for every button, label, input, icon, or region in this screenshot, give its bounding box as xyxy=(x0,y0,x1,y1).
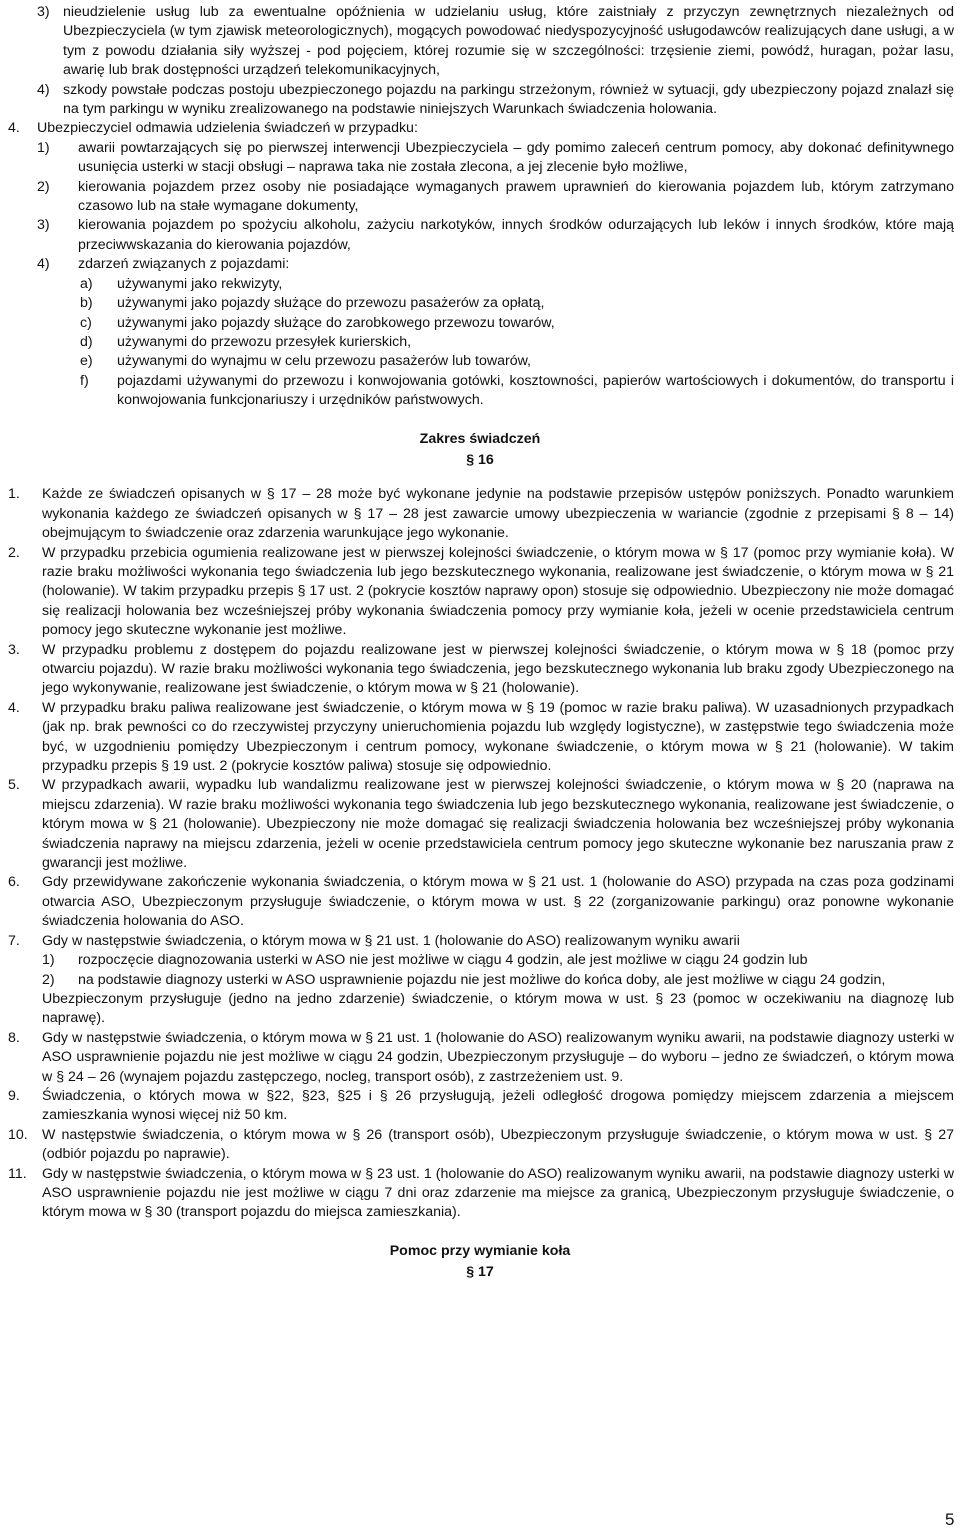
paragraph-label: 1. xyxy=(8,486,20,503)
paragraph xyxy=(0,1087,954,1126)
section-number: § 17 xyxy=(466,1264,494,1281)
list-item xyxy=(0,951,954,970)
list-item xyxy=(0,139,954,178)
paragraph-text: W przypadku przebicia ogumienia realizowane jest w pierwszej kolejności świadczenie, o którym mowa w § 17 (pomoc przy wymianie koła). W razie braku możliwości wykonania tego świadczenia lub jego bezskutecznego wykonania, realizowane jest świadczenie, o którym mowa w § 21 (holowanie). W takim przypadku przepis § 17 ust. 2 (pokrycie kosztów naprawy opon) stosuje się odpowiednio. Ubezpieczony nie może domagać się realizacji holowania bez wcześniejszej próby wykonania świadczenia pomocy przy wymianie koła, jeżeli w ocenie przedstawiciela centrum pomocy jego skuteczne wykonanie jest możliwe. xyxy=(42,544,954,639)
paragraph-label: 3. xyxy=(8,641,20,658)
subitem-label: f) xyxy=(80,372,89,389)
paragraph-text: Gdy w następstwie świadczenia, o którym mowa w § 23 ust. 1 (holowanie do ASO) realizowanym wyniku awarii, na podstawie diagnozy usterki w ASO usprawnienie pojazdu nie jest możliwe w ciągu 7 dni oraz zdarzenie ma miejsce za granicą, Ubezpieczonym przysługuje świadczenie, o którym mowa w § 30 (transport pojazdu do miejsca zamieszkania). xyxy=(42,1165,954,1221)
paragraph-label: 9. xyxy=(8,1087,20,1104)
paragraph xyxy=(0,873,954,931)
item-label: 3) xyxy=(37,217,50,234)
subitem-label: e) xyxy=(80,353,93,370)
paragraph-text: Ubezpieczonym przysługuje (jedno na jedno zdarzenie) świadczenie, o którym mowa w ust. § 23 (pomoc w oczekiwaniu na diagnozę lub naprawę). xyxy=(42,990,954,1027)
paragraph xyxy=(0,1165,954,1223)
subitem-text: używanymi do wynajmu w celu przewozu pasażerów lub towarów, xyxy=(117,353,531,370)
paragraph-text: W przypadkach awarii, wypadku lub wandalizmu realizowane jest w pierwszej kolejności świadczenie, o którym mowa w § 20 (naprawa na miejscu zdarzenia). W razie braku możliwości wykonania tego świadczenia lub jego bezskutecznego wykonania, realizowane jest świadczenie, o którym mowa w § 21 (holowanie). Ubezpieczony nie może domagać się realizacji świadczenia holowania bez wcześniejszej próby wykonania świadczenia naprawy na miejscu zdarzenia, jeżeli w ocenie przedstawiciela centrum pomocy jego skuteczne wykonanie bez naruszania praw z gwarancji jest możliwe. xyxy=(42,777,954,872)
paragraph xyxy=(0,776,954,873)
paragraph-text: Świadczenia, o których mowa w §22, §23, §25 i § 26 przysługują, jeżeli odległość drogowa pomiędzy miejscem zdarzenia a miejscem zamieszkania wynosi więcej niż 50 km. xyxy=(42,1087,954,1124)
subitem-label: b) xyxy=(80,295,93,312)
sub-list-item xyxy=(0,294,954,313)
list-item xyxy=(0,216,954,255)
paragraph-text: Gdy w następstwie świadczenia, o którym mowa w § 21 ust. 1 (holowanie do ASO) realizowanym wyniku awarii, na podstawie diagnozy usterki w ASO usprawnienie pojazdu nie jest możliwe w ciągu 24 godzin, Ubezpieczonym przysługuje – do wyboru – jedno ze świadczeń, o którym mowa w § 24 – 26 (wynajem pojazdu zastępczego, nocleg, transport osób), z zastrzeżeniem ust. 9. xyxy=(42,1029,954,1085)
paragraph-continuation xyxy=(0,990,954,1029)
item-text: kierowania pojazdem po spożyciu alkoholu, zażyciu narkotyków, innych środków odurzających lub leków i innych środków, które mają przeciwwskazania do kierowania pojazdów, xyxy=(78,217,954,253)
paragraph-text: W następstwie świadczenia, o którym mowa w § 26 (transport osób), Ubezpieczonym przysługuje świadczenie, o którym mowa w ust. § 27 (odbiór pojazdu po naprawie). xyxy=(42,1126,954,1163)
paragraph xyxy=(0,485,954,543)
item-text: awarii powtarzających się po pierwszej interwencji Ubezpieczyciela – gdy pomimo zaleceń centrum pomocy, aby dokonać definitywnego usunięcia usterki w stacji obsługi – naprawa taka nie została zlecona, a jej zlecenie było możliwe, xyxy=(78,139,954,176)
paragraph-text: Gdy w następstwie świadczenia, o którym mowa w § 21 ust. 1 (holowanie do ASO) realizowanym wyniku awarii xyxy=(42,932,740,949)
item-text: kierowania pojazdem przez osoby nie posiadające wymaganych prawem uprawnień do kierowania pojazdem lub, którym zatrzymano czasowo lub na stałe wymagane dokumenty, xyxy=(78,178,954,215)
paragraph-text: Gdy przewidywane zakończenie wykonania świadczenia, o którym mowa w § 21 ust. 1 (holowanie do ASO) przypada na czas poza godzinami otwarcia ASO, Ubezpieczonym przysługuje świadczenie, o którym mowa w ust. § 22 (zorganizowanie parkingu) oraz ponowne wykonanie świadczenia holowania do ASO. xyxy=(42,874,954,930)
item-label: 2) xyxy=(42,971,55,988)
list-item xyxy=(0,178,954,217)
item-text: nieudzielenie usług lub za ewentualne opóźnienia w udzielaniu usług, które zaistniały z przyczyn zewnętrznych niezależnych od Ubezpieczyciela (w tym zjawisk meteorologicznych), mogących powodować niedyspozycyjność usługodawców realizujących dane usługi, a w tym z powodu działania siły wyższej - pod pojęciem, której rozumie się w szczególności: trzęsienie ziemi, powódź, huragan, pożar lasu, awarię lub brak dostępności urządzeń telekomunikacyjnych, xyxy=(63,4,954,79)
paragraph xyxy=(0,932,954,951)
item-label: 2) xyxy=(37,178,50,195)
paragraph xyxy=(0,1126,954,1165)
item-text: rozpoczęcie diagnozowania usterki w ASO nie jest możliwe w ciągu 4 godzin, ale jest możliwe w ciągu 24 godzin lub xyxy=(78,952,808,969)
paragraph-label: 5. xyxy=(8,777,20,794)
section-number: § 16 xyxy=(466,451,494,468)
item-label: 1) xyxy=(42,952,55,969)
paragraph-label: 10. xyxy=(8,1126,28,1143)
item-text: szkody powstałe podczas postoju ubezpieczonego pojazdu na parkingu strzeżonym, również w sytuacji, gdy ubezpieczony pojazd znalazł się na tym parkingu w wyniku zrealizowanego na podstawie niniejszych Warunkach świadczenia holowania. xyxy=(63,81,954,118)
section-title: Zakres świadczeń xyxy=(419,430,541,447)
paragraph-label: 4. xyxy=(8,120,20,137)
paragraph xyxy=(0,544,954,641)
item-label: 3) xyxy=(37,4,50,20)
sub-list-item xyxy=(0,275,954,294)
paragraph-label: 8. xyxy=(8,1029,20,1046)
paragraph-text: Ubezpieczyciel odmawia udzielenia świadczeń w przypadku: xyxy=(37,120,418,137)
sub-list-item xyxy=(0,372,954,411)
paragraph xyxy=(0,1029,954,1087)
list-item xyxy=(0,81,954,120)
item-label: 4) xyxy=(37,256,50,273)
page-number: 5 xyxy=(945,1510,955,1529)
item-label: 4) xyxy=(37,81,50,98)
paragraph xyxy=(0,699,954,777)
item-label: 1) xyxy=(37,139,50,156)
paragraph-text: W przypadku problemu z dostępem do pojazdu realizowane jest w pierwszej kolejności świadczenie, o którym mowa w § 18 (pomoc przy otwarciu pojazdu). W razie braku możliwości wykonania tego świadczenia, jego bezskutecznego wykonania lub braku zgody Ubezpieczonego na jego wykonywanie, realizowane jest świadczenie, o którym mowa w § 21 (holowanie). xyxy=(42,641,954,697)
subitem-label: d) xyxy=(80,333,93,350)
item-text: na podstawie diagnozy usterki w ASO usprawnienie pojazdu nie jest możliwe do końca doby, ale jest możliwe w ciągu 24 godzin, xyxy=(78,971,886,988)
sub-list-item xyxy=(0,333,954,352)
paragraph xyxy=(0,641,954,699)
paragraph-text: Każde ze świadczeń opisanych w § 17 – 28 może być wykonane jedynie na podstawie przepisów ustępów poniższych. Ponadto warunkiem wykonania każdego ze świadczeń opisanych w § 17 – 28 jest zawarcie umowy ubezpieczenia w wariancie (zgodnie z przepisami § 8 – 14) obejmującym to świadczenie oraz zdarzenia warunkujące jego wykonanie. xyxy=(42,486,954,542)
item-text: zdarzeń związanych z pojazdami: xyxy=(78,256,290,273)
sub-list-item xyxy=(0,352,954,371)
sub-list-item xyxy=(0,314,954,333)
subitem-label: c) xyxy=(80,314,92,331)
subitem-text: pojazdami używanymi do przewozu i konwojowania gotówki, kosztowności, papierów wartościowych i dokumentów, do transportu i konwojowania funkcjonariuszy i urzędników państwowych. xyxy=(117,372,954,409)
subitem-text: używanymi jako rekwizyty, xyxy=(117,275,283,292)
list-item xyxy=(0,971,954,990)
subitem-text: używanymi jako pojazdy służące do zarobkowego przewozu towarów, xyxy=(117,314,555,331)
subitem-text: używanymi do przewozu przesyłek kurierskich, xyxy=(117,333,412,350)
paragraph-label: 2. xyxy=(8,544,20,561)
paragraph-label: 11. xyxy=(8,1165,27,1182)
paragraph-text: W przypadku braku paliwa realizowane jest świadczenie, o którym mowa w § 19 (pomoc w razie braku paliwa). W uzasadnionych przypadkach (jak np. brak pewności co do rzeczywistej przyczyny unieruchomienia pojazdu lub względy logistyczne), w zastępstwie tego świadczenia może być, w uzgodnieniu pomiędzy Ubezpieczonym i centrum pomocy, wykonane świadczenie, o którym mowa w § 21 (holowanie). W takim przypadku przepis § 19 ust. 2 (pokrycie kosztów paliwa) stosuje się odpowiednio. xyxy=(42,699,954,775)
paragraph xyxy=(0,119,954,138)
paragraph-label: 6. xyxy=(8,874,20,891)
paragraph-label: 4. xyxy=(8,699,20,716)
subitem-text: używanymi jako pojazdy służące do przewozu pasażerów za opłatą, xyxy=(117,295,545,312)
list-item xyxy=(0,255,954,274)
paragraph-label: 7. xyxy=(8,932,20,949)
section-title: Pomoc przy wymianie koła xyxy=(389,1242,571,1259)
subitem-label: a) xyxy=(80,275,93,292)
list-item xyxy=(0,3,954,81)
